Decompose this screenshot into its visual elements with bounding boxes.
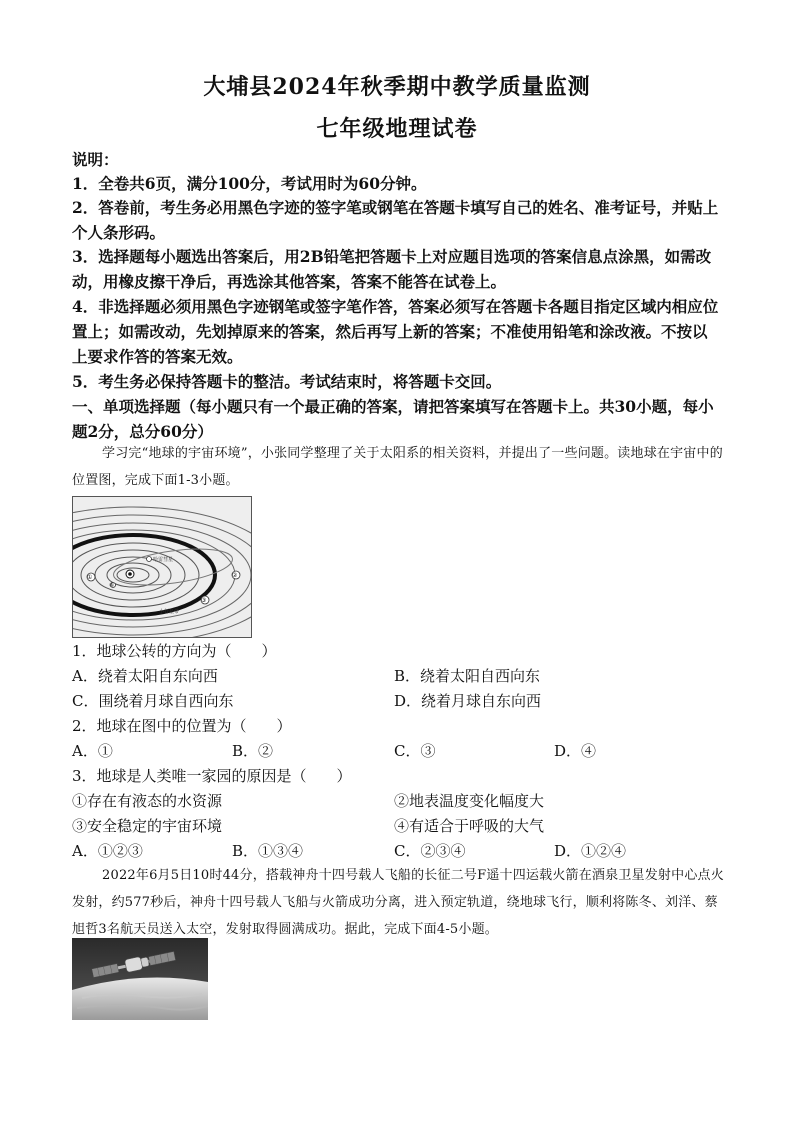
exam-title: 大埔县2024年秋季期中教学质量监测 [203, 74, 591, 100]
question-2-option-a: A．① [72, 742, 113, 760]
spacecraft-photo [72, 938, 208, 1020]
question-3-option-a: A．①②③ [72, 842, 143, 860]
instructions-heading: 说明： [72, 150, 119, 169]
asteroid-belt-label: 小行星带 [159, 609, 180, 615]
exam-subtitle: 七年级地理试卷 [316, 116, 478, 142]
question-3-stem: 3．地球是人类唯一家园的原因是（ ） [72, 767, 352, 785]
question-2-option-d: D．④ [554, 742, 597, 760]
instruction-item-4: 4．非选择题必须用黑色字迹钢笔或签字笔作答，答案必须写在答题卡各题目指定区域内相应位置上；如需改动，先划掉原来的答案，然后再写上新的答案；不准使用铅笔和涂改液。不按以上要求作答的答案无效。 [72, 297, 719, 366]
instruction-item-2: 2．答卷前，考生务必用黑色字迹的签字笔或钢笔在答题卡填写自己的姓名、准考证号，并贴上个人条形码。 [72, 198, 719, 242]
marker-3: ③ [201, 597, 207, 604]
instruction-item-5: 5．考生务必保持答题卡的整洁。考试结束时，将答题卡交回。 [72, 372, 502, 391]
marker-4: ④ [109, 582, 115, 589]
question-3-statement-3: ③安全稳定的宇宙环境 [72, 817, 223, 835]
passage-2: 2022年6月5日10时44分，搭载神舟十四号载人飞船的长征二号F遥十四运载火箭在酒泉卫星发射中心点火发射，约577秒后，神舟十四号载人飞船与火箭成功分离，进入预定轨道，绕地球飞行，顺利将陈冬、刘洋、蔡旭哲3名航天员送入太空，发射取得圆满成功。据此，完成下面4-5小题。 [72, 868, 724, 937]
solar-system-figure [72, 496, 252, 638]
question-3-option-b: B．①③④ [232, 842, 304, 860]
question-3-statement-1: ①存在有液态的水资源 [72, 792, 223, 810]
question-1-option-a: A．绕着太阳自东向西 [72, 667, 218, 685]
instruction-item-3: 3．选择题每小题选出答案后，用2B铅笔把答题卡上对应题目选项的答案信息点涂黑，如需改动，用橡皮擦干净后，再选涂其他答案，答案不能答在试卷上。 [72, 247, 712, 291]
instruction-item-1: 1．全卷共6页，满分100分，考试用时为60分钟。 [72, 174, 427, 193]
question-2-option-c: C．③ [394, 742, 436, 760]
question-2-option-b: B．② [232, 742, 274, 760]
question-3-option-d: D．①②④ [554, 842, 627, 860]
question-3-statement-2: ②地表温度变化幅度大 [394, 792, 545, 810]
solar-system-diagram [73, 497, 251, 637]
marker-2: ② [232, 572, 238, 579]
question-1-option-c: C．围绕着月球自西向东 [72, 692, 234, 710]
question-1-option-b: B．绕着太阳自西向东 [394, 667, 541, 685]
question-1-option-d: D．绕着月球自东向西 [394, 692, 542, 710]
comet-label: 哈雷彗星 [153, 557, 174, 563]
question-3-statement-4: ④有适合于呼吸的大气 [394, 817, 545, 835]
question-1-stem: 1．地球公转的方向为（ ） [72, 642, 277, 660]
question-3-option-c: C．②③④ [394, 842, 466, 860]
passage-1: 学习完“地球的宇宙环境”，小张同学整理了关于太阳系的相关资料，并提出了一些问题。读地球在宇宙中的位置图，完成下面1-3小题。 [72, 446, 723, 488]
question-2-stem: 2．地球在图中的位置为（ ） [72, 717, 292, 735]
marker-1: ① [87, 574, 93, 581]
spacecraft-image [72, 938, 208, 1020]
section-heading-1: 一、单项选择题（每小题只有一个最正确的答案，请把答案填写在答题卡上。共30小题，每小题2分，总分60分） [72, 397, 714, 441]
